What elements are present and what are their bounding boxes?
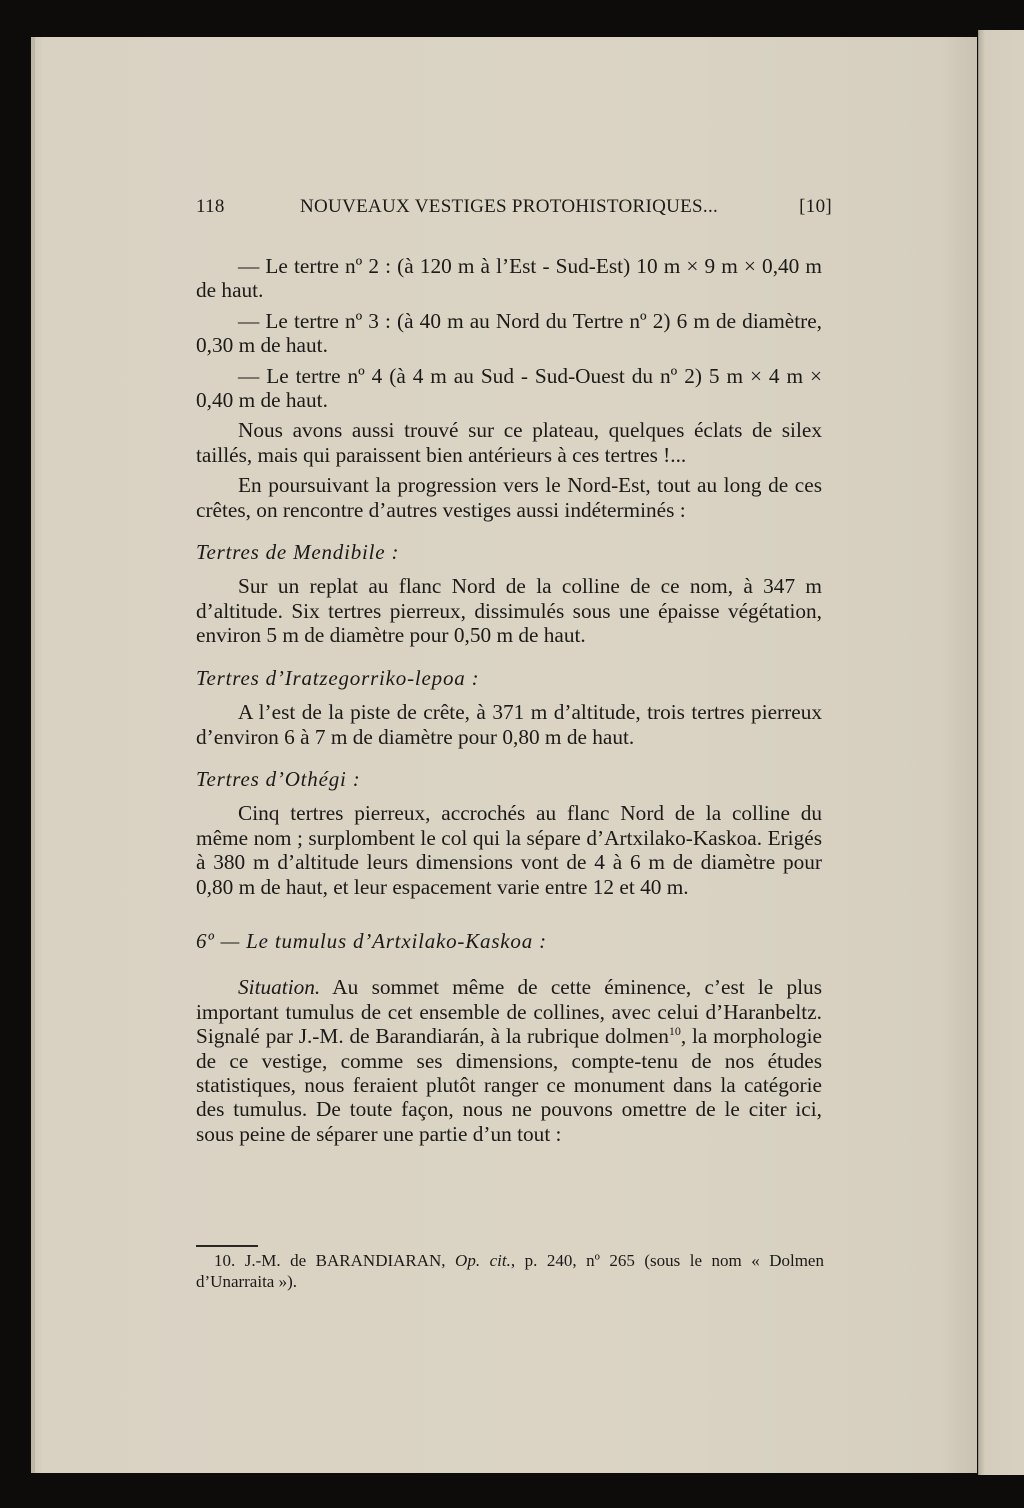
- heading-iratzegorriko: Tertres d’Iratzegorriko-lepoa :: [196, 665, 480, 690]
- paragraph-tertre-4: — Le tertre nº 4 (à 4 m au Sud - Sud-Ouest du nº 2) 5 m × 4 m × 0,40 m de haut.: [196, 363, 822, 413]
- running-head: [196, 196, 832, 224]
- paragraph-mendibile: Sur un replat au flanc Nord de la colline de ce nom, à 347 m d’altitude. Six tertres pierreux, dissimulés sous une épaisse végétation, environ 5 m de diamètre pour 0,50 m de haut.: [196, 574, 822, 648]
- body-text: [196, 254, 822, 1146]
- paragraph-situation: [196, 975, 822, 1146]
- situation-text-b: , la morphologie de ce vestige, comme ses dimensions, compte-tenu de nos études statistiques, nous feraient plutôt ranger ce monument dans la catégorie des tumulus. De toute façon, nous ne pouvons omettre de le citer ici, sous peine de séparer une partie d’un tout :: [196, 1024, 822, 1146]
- section-number: [10]: [799, 196, 832, 217]
- footnote-reference[interactable]: 10: [668, 1024, 681, 1039]
- paragraph-silex: Nous avons aussi trouvé sur ce plateau, quelques éclats de silex taillés, mais qui paraissent bien antérieurs à ces tertres !...: [196, 418, 822, 467]
- situation-text-a: Au sommet même de cette éminence, c’est le plus important tumulus de cet ensemble de collines, avec celui d’Haranbeltz. Signalé par J.-M. de Barandiarán, à la rubrique dolmen: [196, 975, 822, 1049]
- footnote-10: [196, 1250, 824, 1292]
- footnote-author: J.-M. de BARANDIARAN,: [235, 1251, 456, 1270]
- running-title: NOUVEAUX VESTIGES PROTOHISTORIQUES...: [300, 196, 719, 217]
- paragraph-tertre-3: — Le tertre nº 3 : (à 40 m au Nord du Tertre nº 2) 6 m de diamètre, 0,30 m de haut.: [196, 308, 822, 358]
- paragraph-tertre-2: — Le tertre nº 2 : (à 120 m à l’Est - Sud-Est) 10 m × 9 m × 0,40 m de haut.: [196, 254, 822, 303]
- heading-tumulus-artxilako: 6º — Le tumulus d’Artxilako-Kaskoa :: [196, 928, 547, 953]
- footnote-number: 10.: [214, 1251, 236, 1270]
- heading-mendibile: Tertres de Mendibile :: [196, 540, 400, 565]
- situation-label: Situation.: [238, 975, 321, 1000]
- footnote-rest: , p. 240, nº 265 (sous le nom « Dolmen d’Unarraita »).: [196, 1251, 824, 1291]
- footnote-opcit: Op. cit.: [455, 1251, 511, 1270]
- paragraph-iratzegorriko: A l’est de la piste de crête, à 371 m d’altitude, trois tertres pierreux d’environ 6 à 7 m de diamètre pour 0,80 m de haut.: [196, 700, 822, 749]
- footnote-separator: [196, 1245, 258, 1247]
- page-number: 118: [196, 196, 225, 217]
- paragraph-progression: En poursuivant la progression vers le Nord-Est, tout au long de ces crêtes, on rencontre d’autres vestiges aussi indéterminés :: [196, 473, 822, 522]
- heading-othegi: Tertres d’Othégi :: [196, 766, 361, 791]
- paragraph-othegi: Cinq tertres pierreux, accrochés au flanc Nord de la colline du même nom ; surplombent le col qui la sépare d’Artxilako-Kaskoa. Erigés à 380 m d’altitude leurs dimensions vont de 4 à 6 m de diamètre pour 0,80 m de haut, et leur espacement varie entre 12 et 40 m.: [196, 801, 822, 899]
- facing-page-edge: [978, 30, 1024, 1475]
